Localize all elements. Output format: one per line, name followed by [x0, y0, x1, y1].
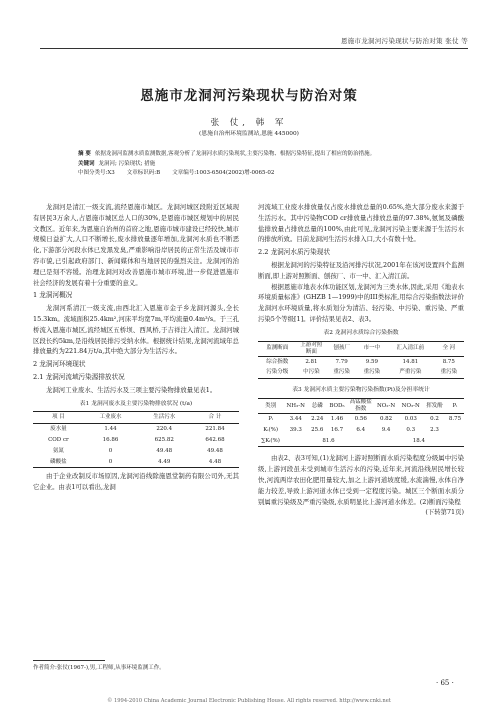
table-1-caption: 表1 龙洞河废水及主要污染物排放状况 (t/a): [79, 400, 193, 407]
table-header-cell: 高锰酸盐指数: [349, 398, 372, 412]
table-cell: 氨氮: [52, 447, 64, 454]
affiliation: (恩施自治州环境监测站,恩施 445000): [199, 131, 299, 137]
table-cell: 221.84: [205, 426, 225, 433]
table-header-cell: 上游对照断面: [300, 341, 323, 355]
table-cell: [446, 425, 464, 436]
subsection-heading-2-2: 2.2 龙洞河水质污染现状: [258, 248, 330, 257]
table-cell: 18.4: [412, 437, 425, 444]
abstract-label: 摘 要: [78, 151, 91, 157]
table-cell: 8.75: [448, 415, 462, 422]
table-2-caption: 表2 龙洞河水质综合污染指数: [323, 329, 399, 336]
table-cell: Kᵢ(%): [263, 426, 278, 433]
table-header-cell: 类别: [265, 402, 277, 409]
author-footnote: 作者简介:张仗(1967-),男,工程师,从事环境监测工作。: [33, 665, 165, 671]
table-cell: 9.59: [365, 358, 379, 365]
intro-paragraph: 龙洞河是清江一级支流,流经恩施市城区。龙洞河城区段附近区域现有居民3万余人,占恩施市城区总人口的30%,是恩施市城区规划中的居民文教区。近年来,为恩施自治州的首府之地,恩施市城市建设已经较快,城市规模日益扩大,人口不断增长,废水排放量逐年增加,龙洞河水质也不断恶化,下游部分河段水体已发黑发臭,严重影响沿岸居民的正常生活及城市市容市貌,已引起政府部门、新闻媒体和当地居民的强烈关注。龙洞河的治理已是刻不容缓。治理龙洞河对改善恩施市城市环境,进一步促进恩施市社会经济的发展有着十分重要的意义。: [33, 203, 239, 287]
table-cell: 0.56: [354, 415, 367, 422]
table-cell: 8.75: [442, 358, 455, 365]
table-header-cell: 监测断面: [266, 345, 289, 352]
table-header-cell: Pᵢ: [452, 402, 458, 409]
table-header-cell: 全 河: [442, 345, 456, 352]
table-row: [33, 457, 239, 468]
table-cell: 642.68: [205, 436, 225, 443]
table-cell: 9.4: [381, 426, 391, 433]
table-header-cell: 汇入清江前: [396, 345, 425, 352]
table-header-cell: 合 计: [208, 414, 222, 421]
right-paragraph-3: 根据恩施市地表水体功能区划,龙洞河为三类水体,因此,采用《地表水环境质量标准》(GHZB 1—1999)中的III类标准,用综合污染指数法评价龙洞河水环境质量,将水质划分为清洁、轻污染、中污染、重污染、严重污染5个等级[1]。评价结果见表2、表3。: [258, 282, 464, 323]
table-row: [33, 435, 239, 446]
right-paragraph-2: 根据龙洞河的污染特征及沿河排污状况,2001年在该河设置四个监测断面,即上游对照断面、刨孩厂、市一中、汇入清江前。: [258, 260, 464, 280]
document-code: 文章标识码:B: [126, 170, 161, 176]
table-cell: 0: [108, 458, 113, 465]
table-cell: 污染分级: [266, 369, 289, 376]
subsection-heading-2-1: 2.1 龙洞河流域污染源排放状况: [33, 372, 125, 381]
table-header-cell: 总磷: [311, 402, 323, 409]
table-cell: 25.6: [311, 426, 324, 433]
table-cell: 0.82: [379, 415, 393, 422]
table-cell: 4.48: [208, 458, 222, 465]
table-cell: 0.2: [430, 415, 439, 422]
table-cell: 重污染: [363, 369, 381, 376]
table-cell: 1.46: [330, 415, 344, 422]
section-1-paragraph: 龙洞河系清江一级支流,由西北汇入恩施市金子乡龙洞河源头,全长15.3km。流域面积25.4km²,河床平均宽7m,平均流量0.4m³/s。于三孔桥流入恩施市城区,流经城区五桥坝、西风桥,于吉祥注入清江。龙洞河城区段长约5km,是沿线居民排污受纳水体。根据统计结果,龙洞河流域年总排放量约为221.84万t/a,其中绝大部分为生活污水。: [33, 304, 239, 356]
table-cell: 49.48: [156, 447, 173, 454]
table-cell: 220.4: [156, 426, 173, 433]
article-number: 文章编号:1003-6504(2002)增-0065-02: [172, 170, 275, 176]
table-cell: 0.03: [404, 415, 417, 422]
table-cell: COD cr: [48, 436, 69, 443]
table-header-row: [258, 398, 464, 413]
table-1: [33, 411, 239, 468]
table-cell: 2.24: [311, 415, 324, 422]
table-header-cell: 项 目: [51, 414, 65, 421]
keywords: [78, 160, 416, 170]
table-cell: 3.44: [289, 415, 302, 422]
abstract: [78, 150, 416, 160]
table-row: [258, 356, 464, 367]
section-heading-2: 2 龙洞河环境现状: [33, 360, 86, 369]
table-cell: 2.3: [430, 426, 439, 433]
table-header-row: [258, 341, 464, 356]
table-header-cell: 工业废水: [99, 414, 122, 421]
footnote-rule: [33, 660, 105, 661]
table-cell: 6.4: [356, 426, 366, 433]
table-cell: 39.3: [289, 426, 302, 433]
table-cell: 16.86: [102, 436, 119, 443]
table-row: [33, 446, 239, 457]
table-cell: ∑Kᵢ(%): [261, 437, 280, 444]
table-cell: 625.82: [154, 436, 174, 443]
table-cell: 0: [108, 447, 113, 454]
table-cell: 废水量: [50, 426, 67, 433]
subsection-2-1-paragraph: 龙洞河工业废水、生活污水及三项主要污染物排放量见表1。: [46, 385, 217, 394]
table-header-cell: NH₃-N: [286, 402, 305, 409]
clc-number: 中图分类号:X3: [78, 170, 115, 176]
table-cell: 0.3: [406, 426, 416, 433]
table-header-cell: NO₂-N: [376, 402, 396, 409]
keywords-label: 关键词: [78, 160, 95, 167]
table-3: [258, 398, 464, 447]
right-column: [258, 202, 464, 518]
table-cell: 49.48: [207, 447, 223, 454]
table-cell: 重污染: [440, 369, 458, 376]
keywords-text: 龙洞河; 污染现状; 措施: [98, 160, 156, 167]
table-row: [258, 413, 464, 424]
table-header-cell: 市一中: [363, 345, 381, 352]
copyright-footer: © 1994-2010 China Academic Journal Electronic Publishing House. All rights reserved. http://www.cnki.net: [107, 698, 391, 704]
abstract-text: 依据龙洞河监测水质监测数据,客观分析了龙洞河水质污染现状,主要污染物、根据污染特征,提出了相应的防治措施。: [94, 151, 376, 157]
table-cell: Pᵢ: [268, 415, 273, 422]
right-paragraph-4: 由表2、表3可知,(1)龙洞河上游对照断面水质污染程度分级属中污染级,上游河段虽未受到城市生活污水的污染,近年来,河流沿线居民增长较快,河流两岸农田化肥用量较大,加之上游河道坡度缓,水流湍慢,水体自净能力较差,导致上游河道水体已受到一定程度污染。城区三个断面水质分别属重污染级及严重污染级,水质明显比上游河道水体差。(2)断面污染程: [258, 454, 464, 506]
table-cell: 14.81: [402, 358, 419, 365]
classification-line: [78, 169, 416, 179]
table-3-caption: 表3 龙洞河水质主要污染物污染指数(Pi)及分担率统计: [292, 387, 430, 394]
table-cell: 4.49: [158, 458, 171, 465]
table-header-cell: 刨孩厂: [333, 345, 350, 352]
table-2: [258, 341, 464, 380]
table-cell: 16.7: [330, 426, 344, 433]
abstract-block: [78, 150, 416, 179]
table-cell: 重污染: [333, 369, 350, 376]
table-header-cell: 挥发酚: [426, 402, 443, 409]
table-header-cell: BOD₅: [329, 402, 345, 409]
table-row: [33, 424, 239, 435]
table-row: [258, 425, 464, 436]
table-cell: 磷酸盐: [50, 458, 67, 465]
left-column: [33, 202, 239, 493]
continued-note: (下转第71页): [425, 508, 464, 517]
table-cell: 7.79: [335, 358, 348, 365]
table-row: [258, 367, 464, 378]
after-table-1-paragraph: 由于企业改制反市场原因,龙洞河沿线除施恩堂制药有限公司外,无其它企业。由表1可以看出,龙洞: [33, 472, 239, 492]
article-title: 恩施市龙洞河污染现状与防治对策: [140, 88, 358, 104]
running-head: 恩施市龙洞河污染现状与防治对策 张仗 等: [40, 36, 468, 49]
table-cell: 中污染: [303, 369, 320, 376]
authors: 张 仗, 韩 军: [210, 118, 288, 128]
table-header-cell: NO₃-N: [401, 402, 420, 409]
page-number: · 65 ·: [436, 679, 454, 687]
table-header-cell: 生活污水: [153, 414, 176, 421]
table-cell: 严重污染: [399, 369, 422, 376]
right-paragraph-1: 河流域工业废水排放量仅占废水排放总量的0.65%,绝大部分废水来源于生活污水。其中污染物COD cr排放量占排放总量的97.38%,氨氮及磷酸盐排放量占排放总量的100%,由此可见,龙洞河污染主要来源于生活污水的排放所致。目前龙洞河生活污水排入口,大小有数十处。: [258, 203, 464, 244]
table-cell: 综合指数: [266, 358, 289, 365]
table-cell: 1.44: [104, 426, 117, 433]
section-heading-1: 1 龙洞河概况: [33, 291, 73, 300]
table-header-row: [33, 412, 239, 424]
table-row: [258, 436, 464, 447]
table-cell: 81.6: [322, 437, 335, 444]
table-cell: 2.81: [305, 358, 318, 365]
